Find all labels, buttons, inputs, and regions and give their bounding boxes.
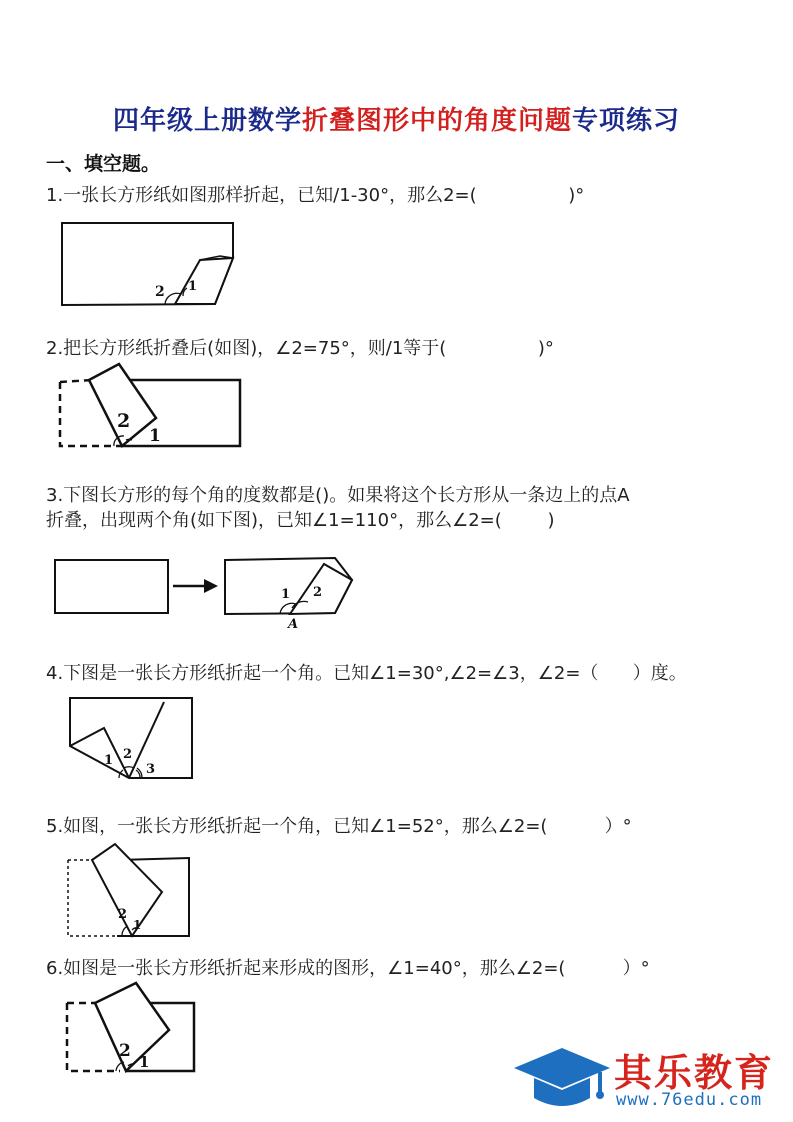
fig2-angle-1: 1 (149, 426, 161, 446)
question-2: 2.把长方形纸折叠后(如图)，∠2=75°，则/1等于( )° (46, 338, 554, 359)
fig6-angle-2: 2 (119, 1041, 131, 1061)
question-4: 4.下图是一张长方形纸折起一个角。已知∠1=30°,∠2=∠3，∠2=（ ）度。 (46, 663, 687, 684)
question-5: 5.如图，一张长方形纸折起一个角，已知∠1=52°，那么∠2=( ）° (46, 816, 632, 837)
fig5-angle-1: 1 (133, 918, 142, 932)
page-title (0, 100, 793, 137)
fig3-point-a: A (288, 617, 299, 632)
question-6: 6.如图是一张长方形纸折起来形成的图形，∠1=40°，那么∠2=( ）° (46, 958, 650, 979)
title-part-3: 专项练习 (572, 106, 681, 136)
title-part-1: 四年级上册数学 (112, 106, 302, 136)
question-1: 1.一张长方形纸如图那样折起，已知/1-30°，那么2=( )° (46, 185, 585, 206)
brand-logo (512, 1040, 782, 1120)
section-heading: 一、填空题。 (46, 153, 161, 175)
fig4-angle-1: 1 (104, 753, 114, 768)
fig1-angle-2: 2 (155, 284, 165, 300)
figure-3 (52, 552, 362, 632)
brand-url: www.76edu.com (616, 1090, 763, 1110)
fig3-angle-2: 2 (313, 585, 323, 600)
figure-6 (60, 980, 200, 1076)
fig4-angle-3: 3 (146, 762, 156, 777)
fig1-angle-1: 1 (188, 279, 198, 294)
question-3-line-1: 3.下图长方形的每个角的度数都是()。如果将这个长方形从一条边上的点A (46, 485, 630, 506)
graduation-cap-icon (512, 1040, 612, 1115)
arrow-icon (204, 579, 218, 593)
figure-1 (55, 218, 245, 313)
fig2-angle-2: 2 (117, 410, 131, 432)
fig5-angle-2: 2 (118, 907, 128, 922)
brand-name: 其乐教育 (614, 1051, 775, 1095)
figure-5 (62, 840, 197, 940)
fig3-angle-1: 1 (281, 587, 291, 602)
figure-4 (62, 694, 197, 784)
question-3-line-2: 折叠，出现两个角(如下图)，已知∠1=110°，那么∠2=( ) (46, 510, 555, 531)
title-part-2: 折叠图形中的角度问题 (301, 106, 572, 136)
figure-2 (52, 360, 247, 452)
fig6-angle-1: 1 (139, 1053, 150, 1071)
fig4-angle-2: 2 (123, 747, 133, 762)
